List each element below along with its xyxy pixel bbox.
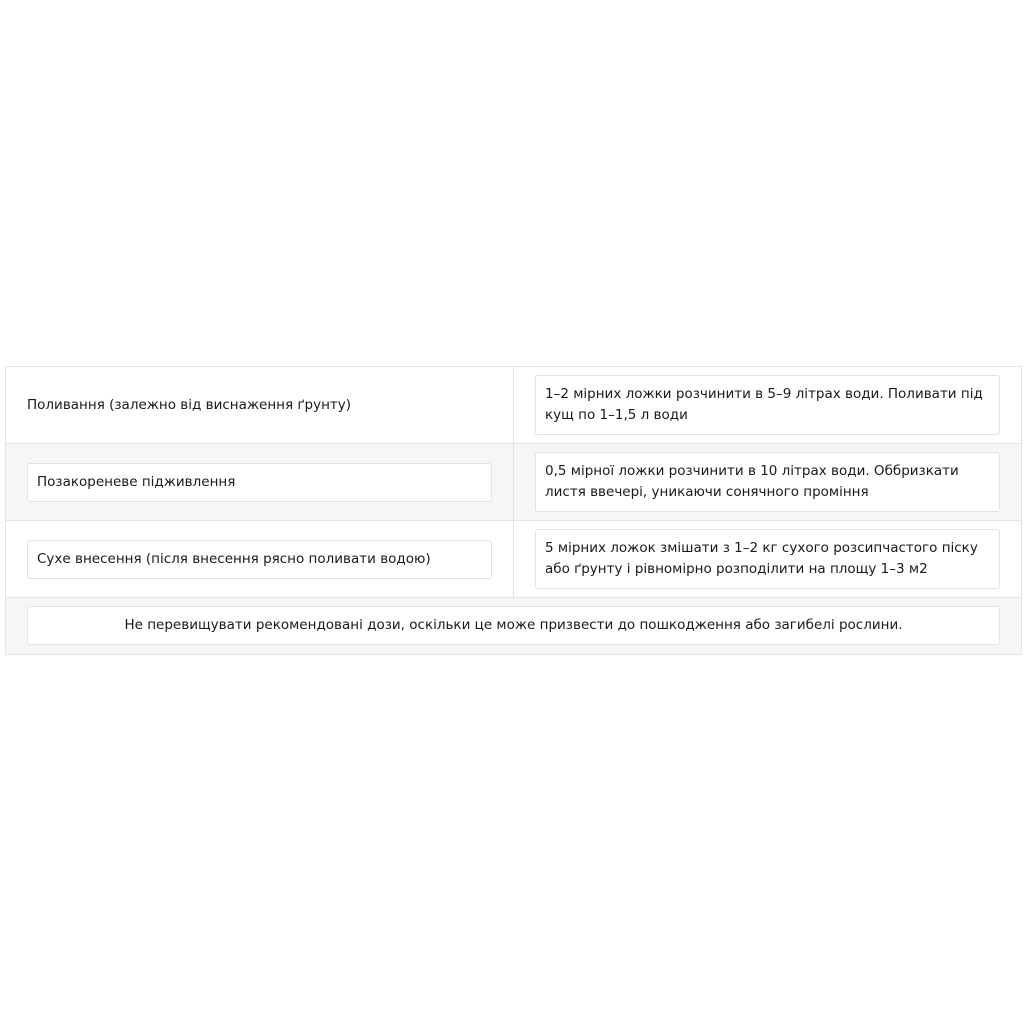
dosage-table [5, 366, 1022, 655]
instruction-cell [514, 367, 1021, 443]
method-cell [6, 444, 514, 520]
method-cell [6, 367, 514, 443]
table-row [6, 521, 1021, 598]
warning-note: Не перевищувати рекомендовані дози, оскільки це може призвести до пошкодження або загибелі рослини. [27, 606, 1000, 645]
instruction-text: 1–2 мірних ложки розчинити в 5–9 літрах води. Поливати під кущ по 1–1,5 л води [535, 375, 1000, 435]
note-row [6, 598, 1021, 654]
instruction-text: 5 мірних ложок змішати з 1–2 кг сухого розсипчастого піску або ґрунту і рівномірно розподілити на площу 1–3 м2 [535, 529, 1000, 589]
table-row [6, 367, 1021, 444]
instruction-text: 0,5 мірної ложки розчинити в 10 літрах води. Оббризкати листя ввечері, уникаючи сонячного проміння [535, 452, 1000, 512]
table-row [6, 444, 1021, 521]
method-label: Сухе внесення (після внесення рясно поливати водою) [27, 540, 492, 579]
method-label: Позакореневе підживлення [27, 463, 492, 502]
method-label: Поливання (залежно від виснаження ґрунту) [27, 397, 352, 413]
instruction-cell [514, 521, 1021, 597]
instruction-cell [514, 444, 1021, 520]
method-cell [6, 521, 514, 597]
note-cell [6, 598, 1021, 654]
